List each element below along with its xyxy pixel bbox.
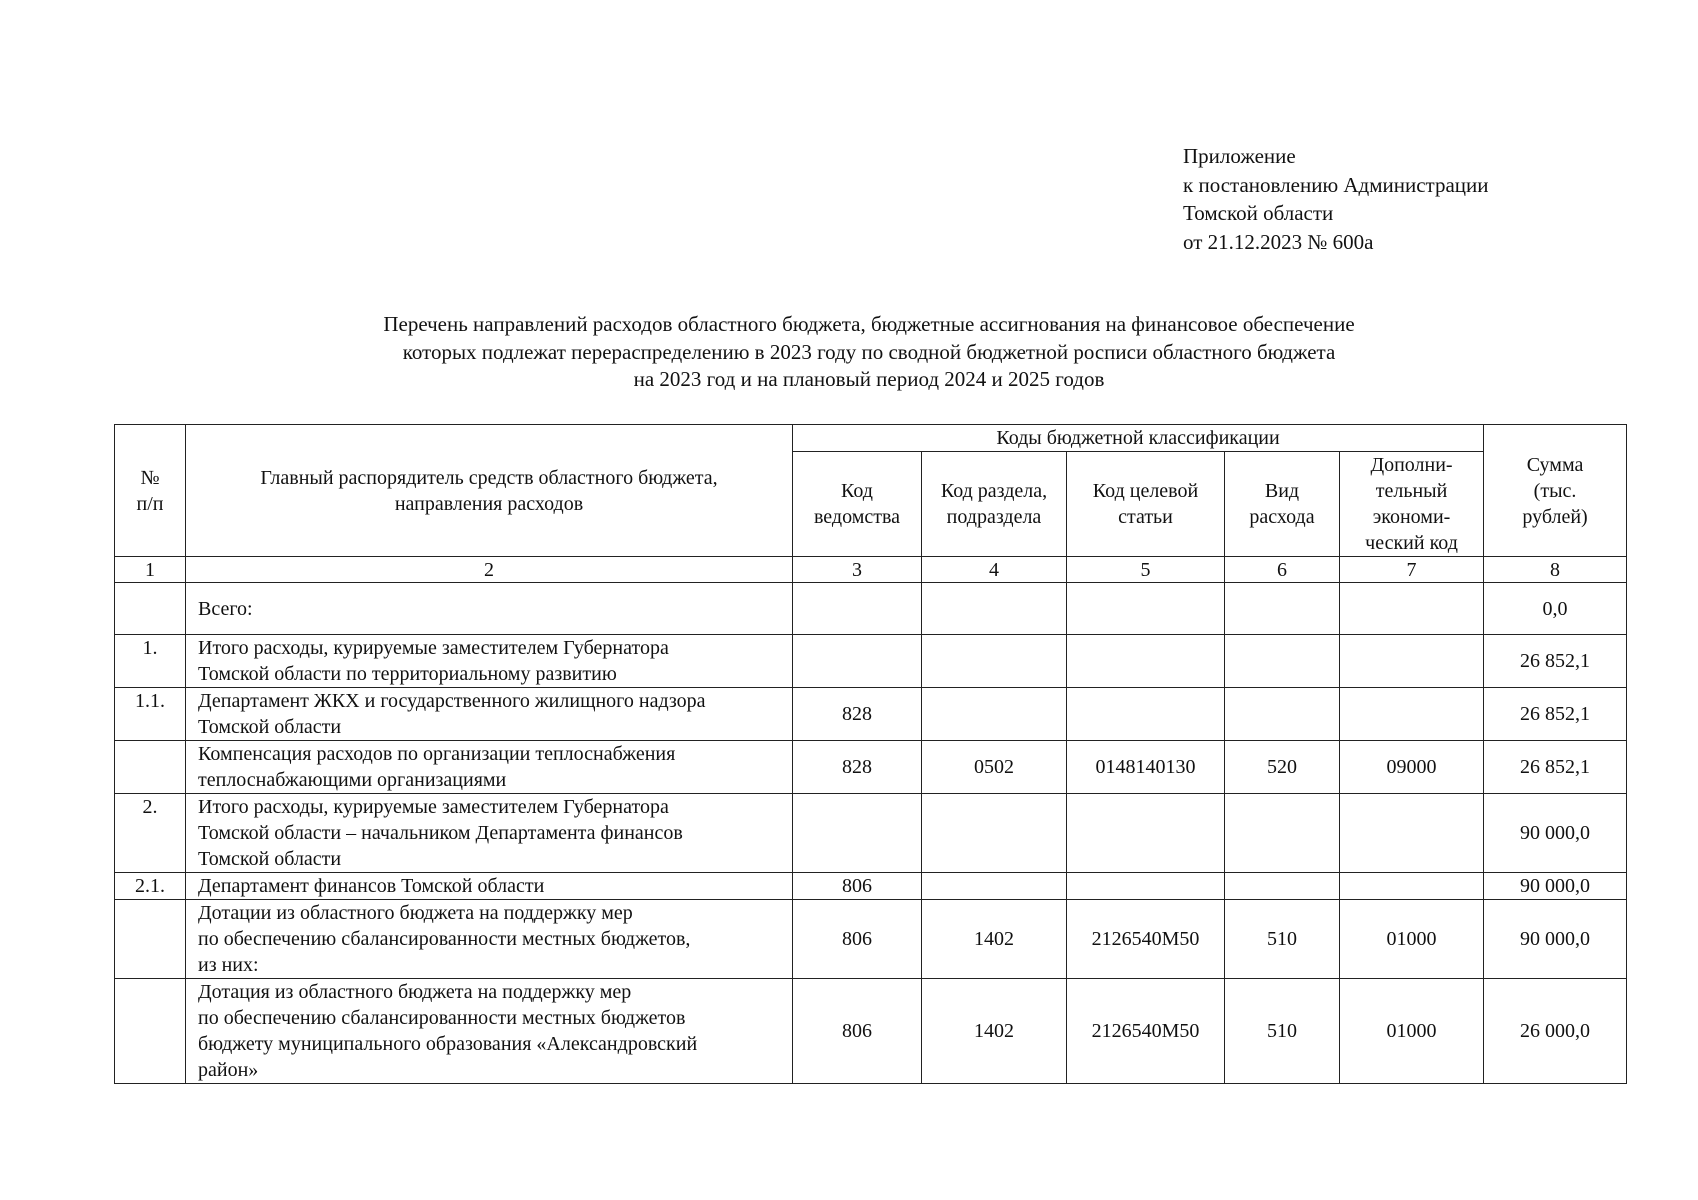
header-dept-line: ведомства — [813, 506, 901, 528]
header-name-line: направления расходов — [394, 492, 584, 515]
header-dept-line: Код — [841, 480, 873, 502]
column-number: 3 — [793, 557, 922, 583]
header-section-line: подраздела — [946, 506, 1042, 528]
appendix-line: Томской области — [1183, 201, 1334, 225]
row-name-line: Департамент финансов Томской области — [198, 875, 545, 897]
row-dept-code: 828 — [793, 741, 922, 794]
table-row — [115, 583, 1627, 635]
row-name-line: Томской области — [198, 716, 342, 738]
row-num: 1. — [115, 635, 186, 688]
row-extra-code: 01000 — [1340, 900, 1484, 979]
row-sum: 26 852,1 — [1484, 688, 1627, 741]
header-extra-code — [1340, 452, 1484, 557]
row-sum: 26 852,1 — [1484, 741, 1627, 794]
row-sum: 90 000,0 — [1484, 900, 1627, 979]
row-name — [186, 741, 793, 794]
row-num — [115, 900, 186, 979]
row-name-line: Всего: — [198, 597, 253, 620]
row-target-code: 2126540M50 — [1067, 979, 1225, 1084]
row-extra-code — [1340, 794, 1484, 873]
header-section-line: Код раздела, — [940, 480, 1048, 502]
header-target-code — [1067, 452, 1225, 557]
row-expense-kind: 510 — [1225, 979, 1340, 1084]
header-name — [186, 425, 793, 557]
header-target-line: Код целевой — [1092, 480, 1199, 502]
row-section-code: 0502 — [922, 741, 1067, 794]
row-target-code — [1067, 688, 1225, 741]
row-expense-kind — [1225, 635, 1340, 688]
header-extra-line: ческий код — [1365, 532, 1458, 554]
row-target-code — [1067, 794, 1225, 873]
row-dept-code — [793, 583, 922, 635]
header-sum-line: (тыс. — [1533, 479, 1577, 502]
row-expense-kind — [1225, 583, 1340, 635]
header-num — [115, 425, 186, 557]
row-name-line: район» — [198, 1059, 259, 1081]
row-section-code — [922, 794, 1067, 873]
row-target-code — [1067, 873, 1225, 900]
row-sum: 0,0 — [1484, 583, 1627, 635]
row-expense-kind — [1225, 688, 1340, 741]
column-numbers-row — [115, 557, 1627, 583]
row-name — [186, 583, 793, 635]
row-extra-code — [1340, 583, 1484, 635]
table-row — [115, 873, 1627, 900]
header-name-line: Главный распорядитель средств областного бюджета, — [260, 466, 718, 489]
header-expense-kind — [1225, 452, 1340, 557]
header-extra-line: экономи- — [1372, 506, 1451, 528]
column-number: 4 — [922, 557, 1067, 583]
row-name-line: по обеспечению сбалансированности местных бюджетов, — [198, 928, 691, 950]
row-name-line: Томской области – начальником Департамента финансов — [198, 822, 683, 844]
row-dept-code: 828 — [793, 688, 922, 741]
column-number: 6 — [1225, 557, 1340, 583]
row-dept-code: 806 — [793, 873, 922, 900]
row-name-line: Компенсация расходов по организации теплоснабжения — [198, 743, 676, 765]
row-section-code: 1402 — [922, 900, 1067, 979]
row-name-line: из них: — [198, 954, 259, 976]
budget-table — [114, 424, 1627, 1084]
row-section-code — [922, 583, 1067, 635]
row-extra-code: 09000 — [1340, 741, 1484, 794]
appendix-line: Приложение — [1183, 144, 1296, 168]
column-number: 1 — [115, 557, 186, 583]
row-name-line: Томской области — [198, 848, 342, 870]
title-line: которых подлежат перераспределению в 2023 году по сводной бюджетной росписи областного бюджета — [402, 339, 1336, 364]
table-row — [115, 794, 1627, 873]
row-name-line: Итого расходы, курируемые заместителем Губернатора — [198, 637, 669, 659]
appendix-block — [1183, 142, 1489, 256]
row-name — [186, 900, 793, 979]
header-extra-line: тельный — [1375, 480, 1448, 502]
row-dept-code — [793, 635, 922, 688]
title-line: на 2023 год и на плановый период 2024 и 2025 годов — [633, 367, 1105, 391]
row-section-code: 1402 — [922, 979, 1067, 1084]
row-target-code: 2126540M50 — [1067, 900, 1225, 979]
row-extra-code — [1340, 635, 1484, 688]
row-dept-code: 806 — [793, 979, 922, 1084]
row-num: 2.1. — [115, 873, 186, 900]
table-row — [115, 635, 1627, 688]
header-sum-line: рублей) — [1522, 505, 1588, 528]
table-row — [115, 741, 1627, 794]
header-num-line: п/п — [136, 492, 164, 515]
row-name-line: Томской области по территориальному развитию — [198, 663, 617, 685]
row-name-line: Департамент ЖКХ и государственного жилищного надзора — [198, 690, 706, 712]
row-target-code — [1067, 583, 1225, 635]
table-row — [115, 979, 1627, 1084]
row-target-code — [1067, 635, 1225, 688]
header-section-code — [922, 452, 1067, 557]
row-name-line: Итого расходы, курируемые заместителем Губернатора — [198, 796, 669, 818]
row-name — [186, 635, 793, 688]
row-num: 1.1. — [115, 688, 186, 741]
row-target-code: 0148140130 — [1067, 741, 1225, 794]
header-target-line: статьи — [1118, 506, 1173, 528]
row-num — [115, 979, 186, 1084]
row-name — [186, 873, 793, 900]
column-number: 7 — [1340, 557, 1484, 583]
row-name — [186, 794, 793, 873]
header-kind-line: Вид — [1264, 480, 1300, 502]
header-codes-group: Коды бюджетной классификации — [793, 425, 1484, 452]
table-row — [115, 900, 1627, 979]
row-num: 2. — [115, 794, 186, 873]
row-name-line: бюджету муниципального образования «Александровский — [198, 1033, 698, 1055]
row-sum: 26 000,0 — [1484, 979, 1627, 1084]
row-sum: 26 852,1 — [1484, 635, 1627, 688]
appendix-line: к постановлению Администрации — [1183, 172, 1489, 197]
row-num — [115, 583, 186, 635]
row-name-line: Дотация из областного бюджета на поддержку мер — [198, 981, 632, 1003]
row-sum: 90 000,0 — [1484, 873, 1627, 900]
row-name-line: по обеспечению сбалансированности местных бюджетов — [198, 1007, 686, 1029]
header-sum-line: Сумма — [1526, 453, 1584, 476]
row-name-line: теплоснабжающими организациями — [198, 769, 507, 791]
row-name — [186, 979, 793, 1084]
row-expense-kind: 520 — [1225, 741, 1340, 794]
row-section-code — [922, 635, 1067, 688]
title-line: Перечень направлений расходов областного бюджета, бюджетные ассигнования на финансовое обеспечение — [383, 312, 1355, 336]
table-row — [115, 688, 1627, 741]
row-expense-kind: 510 — [1225, 900, 1340, 979]
header-kind-line: расхода — [1249, 506, 1315, 528]
row-section-code — [922, 873, 1067, 900]
column-number: 5 — [1067, 557, 1225, 583]
header-sum — [1484, 425, 1627, 557]
header-extra-line: Дополни- — [1370, 454, 1453, 476]
row-sum: 90 000,0 — [1484, 794, 1627, 873]
row-extra-code — [1340, 873, 1484, 900]
row-section-code — [922, 688, 1067, 741]
column-number: 8 — [1484, 557, 1627, 583]
appendix-line: от 21.12.2023 № 600а — [1183, 229, 1374, 254]
header-dept-code — [793, 452, 922, 557]
row-dept-code: 806 — [793, 900, 922, 979]
row-num — [115, 741, 186, 794]
header-num-line: № — [140, 466, 160, 489]
row-extra-code — [1340, 688, 1484, 741]
row-dept-code — [793, 794, 922, 873]
row-name — [186, 688, 793, 741]
document-title — [114, 311, 1624, 394]
row-extra-code: 01000 — [1340, 979, 1484, 1084]
row-expense-kind — [1225, 873, 1340, 900]
row-expense-kind — [1225, 794, 1340, 873]
column-number: 2 — [186, 557, 793, 583]
row-name-line: Дотации из областного бюджета на поддержку мер — [198, 902, 633, 924]
